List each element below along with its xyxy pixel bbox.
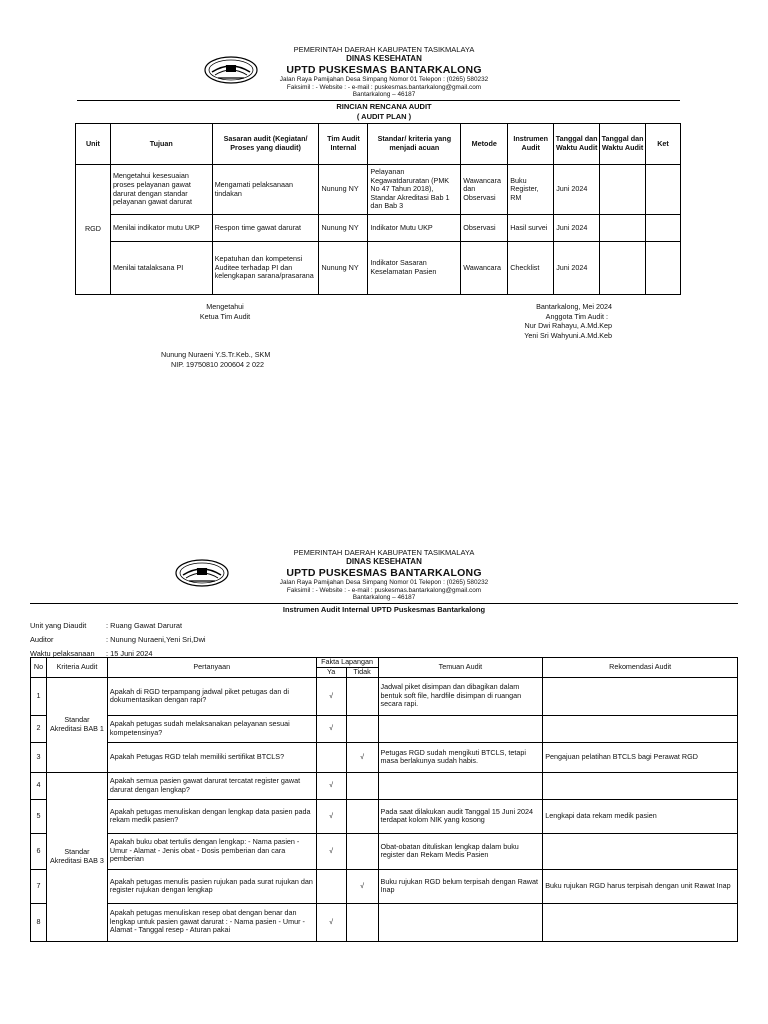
- tim-cell: Nunung NY: [319, 215, 368, 242]
- tanggal-cell: Juni 2024: [554, 215, 600, 242]
- rekomendasi-cell: [543, 833, 738, 869]
- tidak-check: [346, 715, 378, 742]
- col-metode: Metode: [461, 124, 508, 165]
- instrumen-cell: Hasil survei: [508, 215, 554, 242]
- table-row: [31, 677, 738, 715]
- ket-cell: [646, 215, 681, 242]
- contact-line: Faksimil : - Website : - e-mail : puskesmas.bantarkalong@gmail.com: [286, 586, 482, 594]
- instrumen-cell: Buku Register, RM: [508, 165, 554, 215]
- city-line: Bantarkalong – 46187: [352, 594, 416, 602]
- temuan-cell: [378, 903, 543, 941]
- tanggal-2-cell: [600, 165, 646, 215]
- tidak-check: [346, 799, 378, 833]
- col-pertanyaan: Pertanyaan: [107, 658, 316, 678]
- row-no: 4: [31, 772, 47, 799]
- temuan-cell: [378, 772, 543, 799]
- temuan-cell: [378, 715, 543, 742]
- rekomendasi-cell: Buku rujukan RGD harus terpisah dengan unit Rawat Inap: [543, 869, 738, 903]
- temuan-cell: Jadwal piket disimpan dan dibagikan dalam bentuk soft file, hardfile disimpan di ruangan secara rapi.: [378, 677, 543, 715]
- table-row: [76, 215, 681, 242]
- question-cell: Apakah semua pasien gawat darurat tercatat register gawat darurat dengan lengkap?: [107, 772, 316, 799]
- ket-cell: [646, 242, 681, 295]
- row-no: 7: [31, 869, 47, 903]
- address-line: Jalan Raya Pamijahan Desa Simpang Nomor 01 Telepon : (0265) 580232: [279, 76, 489, 83]
- tujuan-cell: Mengetahui kesesuaian proses pelayanan gawat darurat dengan standar pelayanan gawat darurat: [110, 165, 212, 215]
- ya-check: √: [316, 772, 346, 799]
- tujuan-cell: Menilai indikator mutu UKP: [110, 215, 212, 242]
- meta-label: Auditor: [30, 635, 54, 644]
- instrument-header-row: [31, 658, 738, 668]
- signature-left-name: [161, 350, 270, 369]
- meta-label: Unit yang Diaudit: [30, 621, 87, 630]
- table-row: [31, 799, 738, 833]
- sasaran-cell: Respon time gawat darurat: [212, 215, 319, 242]
- ya-check: √: [316, 715, 346, 742]
- table-row: [76, 242, 681, 295]
- tujuan-cell: Menilai tatalaksana PI: [110, 242, 212, 295]
- audit-plan-title: RINCIAN RENCANA AUDIT: [336, 102, 432, 111]
- instrument-title: Instrumen Audit Internal UPTD Puskesmas Bantarkalong: [282, 605, 486, 614]
- question-cell: Apakah Petugas RGD telah memiliki sertifikat BTCLS?: [107, 742, 316, 772]
- standar-cell: Indikator Sasaran Keselamatan Pasien: [368, 242, 461, 295]
- ya-check: √: [316, 677, 346, 715]
- tidak-check: [346, 677, 378, 715]
- metode-cell: Wawancara dan Observasi: [461, 165, 508, 215]
- col-tidak: Tidak: [346, 668, 378, 678]
- rekomendasi-cell: Pengajuan pelatihan BTCLS bagi Perawat RGD: [543, 742, 738, 772]
- col-standar: Standar/ kriteria yang menjadi acuan: [368, 124, 461, 165]
- ketua-nip: NIP. 19750810 200604 2 022: [171, 359, 264, 369]
- temuan-cell: Pada saat dilakukan audit Tanggal 15 Juni 2024 terdapat kolom NIK yang kosong: [378, 799, 543, 833]
- col-tanggal: Tanggal dan Waktu Audit: [554, 124, 600, 165]
- anggota-1: Nur Dwi Rahayu, A.Md.Kep: [524, 321, 612, 330]
- tim-cell: Nunung NY: [319, 165, 368, 215]
- col-tanggal-2: Tanggal dan Waktu Audit: [600, 124, 646, 165]
- row-no: 6: [31, 833, 47, 869]
- audit-plan-header-row: [76, 124, 681, 165]
- col-kriteria: Kriteria Audit: [46, 658, 107, 678]
- rekomendasi-cell: [543, 677, 738, 715]
- puskesmas-name: UPTD PUSKESMAS BANTARKALONG: [286, 64, 482, 76]
- table-row: [31, 833, 738, 869]
- col-tujuan: Tujuan: [110, 124, 212, 165]
- tidak-check: [346, 903, 378, 941]
- question-cell: Apakah buku obat tertulis dengan lengkap: - Nama pasien - Umur - Alamat - Jenis obat - Dosis pemberian dan cara pemberian: [107, 833, 316, 869]
- signature-right: [524, 302, 612, 340]
- col-ket: Ket: [646, 124, 681, 165]
- ya-check: √: [316, 799, 346, 833]
- ket-cell: [646, 165, 681, 215]
- meta-value: : Nunung Nuraeni,Yeni Sri,Dwi: [106, 635, 206, 644]
- table-row: [31, 772, 738, 799]
- col-sasaran: Sasaran audit (Kegiatan/ Proses yang diaudit): [212, 124, 319, 165]
- place-date: Bantarkalong, Mei 2024: [536, 302, 612, 311]
- tanggal-2-cell: [600, 242, 646, 295]
- anggota-2: Yeni Sri Wahyuni.A.Md.Keb: [524, 330, 612, 340]
- sasaran-cell: Mengamati pelaksanaan tindakan: [212, 165, 319, 215]
- table-row: [76, 165, 681, 215]
- sasaran-cell: Kepatuhan dan kompetensi Auditee terhadap PI dan kelengkapan sarana/prasarana: [212, 242, 319, 295]
- row-no: 8: [31, 903, 47, 941]
- tanggal-2-cell: [600, 215, 646, 242]
- kriteria-bab-1: Standar Akreditasi BAB 1: [46, 677, 107, 772]
- tim-cell: Nunung NY: [319, 242, 368, 295]
- signature-left: [180, 302, 270, 321]
- puskesmas-name: UPTD PUSKESMAS BANTARKALONG: [286, 567, 482, 579]
- header-divider: [30, 603, 738, 604]
- ketua-label: Ketua Tim Audit: [199, 311, 251, 321]
- standar-cell: Pelayanan Kegawatdaruratan (PMK No 47 Tahun 2018), Standar Akreditasi Bab 1 dan Bab 3: [368, 165, 461, 215]
- col-tim: Tim Audit Internal: [319, 124, 368, 165]
- table-row: [31, 903, 738, 941]
- ya-check: √: [316, 903, 346, 941]
- audit-plan-subtitle: ( AUDIT PLAN ): [356, 112, 412, 121]
- table-row: [31, 715, 738, 742]
- col-rekomendasi: Rekomendasi Audit: [543, 658, 738, 678]
- rekomendasi-cell: [543, 772, 738, 799]
- col-no: No: [31, 658, 47, 678]
- audit-plan-table: [75, 123, 681, 295]
- kriteria-bab-3: Standar Akreditasi BAB 3: [46, 772, 107, 941]
- meta-value: : Ruang Gawat Darurat: [106, 621, 182, 630]
- dinas-name: DINAS KESEHATAN: [346, 54, 422, 63]
- rekomendasi-cell: [543, 715, 738, 742]
- question-cell: Apakah di RGD terpampang jadwal piket petugas dan di dokumentasikan dengan rapi?: [107, 677, 316, 715]
- instrument-meta: [30, 621, 206, 661]
- metode-cell: Observasi: [461, 215, 508, 242]
- dinas-name: DINAS KESEHATAN: [346, 557, 422, 566]
- tanggal-cell: Juni 2024: [554, 165, 600, 215]
- tidak-check: √: [346, 869, 378, 903]
- header-divider: [77, 100, 680, 101]
- table-row: [31, 869, 738, 903]
- city-line: Bantarkalong – 46187: [352, 91, 416, 99]
- ya-check: [316, 869, 346, 903]
- temuan-cell: Petugas RGD sudah mengikuti BTCLS, tetapi masa berlakunya sudah habis.: [378, 742, 543, 772]
- row-no: 5: [31, 799, 47, 833]
- table-row: [31, 742, 738, 772]
- gov-name: PEMERINTAH DAERAH KABUPATEN TASIKMALAYA: [293, 45, 475, 54]
- metode-cell: Wawancara: [461, 242, 508, 295]
- rekomendasi-cell: Lengkapi data rekam medik pasien: [543, 799, 738, 833]
- ketua-name: Nunung Nuraeni Y.S.Tr.Keb., SKM: [161, 350, 271, 359]
- anggota-label: Anggota Tim Audit :: [545, 311, 608, 321]
- temuan-cell: Buku rujukan RGD belum terpisah dengan Rawat Inap: [378, 869, 543, 903]
- meta-label: Waktu pelaksanaan: [30, 649, 95, 658]
- tidak-check: [346, 833, 378, 869]
- gov-name: PEMERINTAH DAERAH KABUPATEN TASIKMALAYA: [293, 548, 475, 557]
- standar-cell: Indikator Mutu UKP: [368, 215, 461, 242]
- instrumen-cell: Checklist: [508, 242, 554, 295]
- col-ya: Ya: [316, 668, 346, 678]
- meta-value: : 15 Juni 2024: [106, 649, 153, 658]
- rekomendasi-cell: [543, 903, 738, 941]
- ya-check: [316, 742, 346, 772]
- meta-row: [30, 621, 206, 633]
- col-unit: Unit: [76, 124, 111, 165]
- question-cell: Apakah petugas menuliskan resep obat dengan benar dan lengkap untuk pasien gawat darurat : - Nama pasien - Umur - Alamat - Tanggal resep - Aturan pakai: [107, 903, 316, 941]
- col-temuan: Temuan Audit: [378, 658, 543, 678]
- row-no: 3: [31, 742, 47, 772]
- tanggal-cell: Juni 2024: [554, 242, 600, 295]
- col-instrumen: Instrumen Audit: [508, 124, 554, 165]
- col-fakta: Fakta Lapangan: [316, 658, 378, 668]
- ya-check: √: [316, 833, 346, 869]
- temuan-cell: Obat-obatan dituliskan lengkap dalam buku register dan Rekam Medis Pasien: [378, 833, 543, 869]
- address-line: Jalan Raya Pamijahan Desa Simpang Nomor 01 Telepon : (0265) 580232: [279, 579, 489, 586]
- tidak-check: [346, 772, 378, 799]
- row-no: 1: [31, 677, 47, 715]
- mengetahui-label: Mengetahui: [206, 302, 244, 311]
- contact-line: Faksimil : - Website : - e-mail : puskesmas.bantarkalong@gmail.com: [286, 83, 482, 91]
- tidak-check: √: [346, 742, 378, 772]
- question-cell: Apakah petugas sudah melaksanakan pelayanan sesuai kompetensinya?: [107, 715, 316, 742]
- meta-row: [30, 635, 206, 647]
- question-cell: Apakah petugas menuliskan dengan lengkap data pasien pada rekam medik pasien?: [107, 799, 316, 833]
- question-cell: Apakah petugas menulis pasien rujukan pada surat rujukan dan register rujukan dengan lengkap: [107, 869, 316, 903]
- instrument-table: [30, 657, 738, 942]
- row-no: 2: [31, 715, 47, 742]
- unit-cell: RGD: [76, 165, 111, 295]
